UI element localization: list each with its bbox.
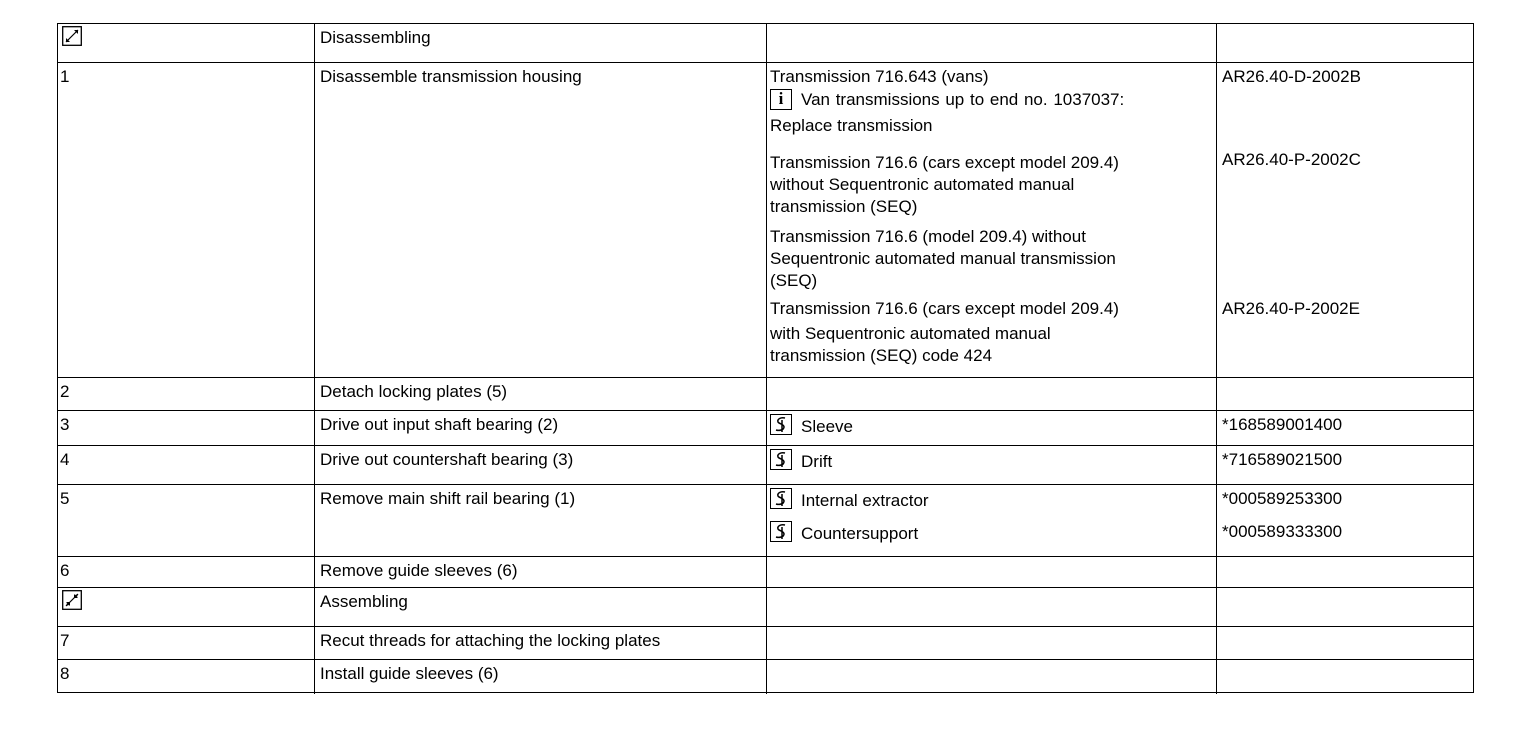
detail-cell	[766, 557, 1216, 587]
entry-line: with Sequentronic automated manual	[770, 324, 1051, 343]
step-number: 6	[60, 561, 70, 580]
step-action: Drive out countershaft bearing (3)	[314, 446, 766, 484]
detail-cell	[766, 588, 1216, 626]
reference-cell	[1216, 411, 1475, 445]
tool-name-drift: Drift	[801, 452, 833, 471]
reference-cell	[1216, 446, 1475, 484]
step-action: Remove guide sleeves (6)	[314, 557, 766, 587]
action-cell	[314, 588, 766, 626]
tool-part-number: *168589001400	[1222, 415, 1343, 434]
transmission-entry-vans: Transmission 716.643 (vans)	[770, 67, 989, 86]
tool-entry	[770, 488, 1212, 510]
special-tool-icon	[770, 414, 792, 435]
step-number: 3	[60, 415, 70, 434]
reference-cell	[1216, 378, 1475, 410]
special-tool-icon	[770, 521, 792, 542]
table-row-step-6	[58, 557, 1473, 588]
table-row-step-3	[58, 411, 1473, 446]
reference-cell	[1216, 627, 1475, 659]
entry-line: transmission (SEQ)	[770, 197, 918, 216]
action-cell	[314, 24, 766, 62]
table-row-step-5	[58, 485, 1473, 557]
reference-cell	[1216, 63, 1475, 377]
table-row-step-8	[58, 660, 1473, 694]
transmission-entry-cars-without-seq	[770, 152, 1212, 218]
tool-name-internal-extractor: Internal extractor	[801, 491, 929, 510]
reference-cell	[1216, 557, 1475, 587]
tool-name-countersupport: Countersupport	[801, 524, 919, 543]
tool-name-sleeve: Sleeve	[801, 417, 853, 436]
table-row-step-4	[58, 446, 1473, 485]
reference-link-AR26.40-P-2002E[interactable]: AR26.40-P-2002E	[1222, 299, 1360, 318]
reference-link-AR26.40-P-2002C[interactable]: AR26.40-P-2002C	[1222, 150, 1361, 169]
detail-cell	[766, 24, 1216, 62]
info-icon: i	[770, 89, 792, 110]
detail-cell	[766, 411, 1216, 445]
info-note-line-1: Van transmissions up to end no. 1037037:	[801, 90, 1125, 109]
reference-cell	[1216, 588, 1475, 626]
table-row-step-2	[58, 378, 1473, 411]
special-tool-icon	[770, 488, 792, 509]
entry-line: transmission (SEQ) code 424	[770, 346, 993, 365]
step-cell	[58, 24, 314, 62]
transmission-entry-cars-with-seq	[770, 298, 1212, 367]
step-action: Disassemble transmission housing	[314, 63, 766, 377]
reference-cell	[1216, 485, 1475, 556]
special-tool-icon	[770, 449, 792, 470]
tool-part-number: *716589021500	[1222, 450, 1343, 469]
detail-cell	[766, 63, 1216, 377]
table-row-step-1	[58, 63, 1473, 378]
info-note	[770, 89, 1212, 111]
step-action: Drive out input shaft bearing (2)	[314, 411, 766, 445]
step-number: 7	[60, 631, 70, 650]
step-number: 2	[60, 382, 70, 401]
step-action: Remove main shift rail bearing (1)	[314, 485, 766, 556]
tool-part-number: *000589333300	[1222, 522, 1343, 541]
step-number: 5	[60, 489, 70, 508]
detail-cell	[766, 446, 1216, 484]
step-number: 4	[60, 450, 70, 469]
table-row-assembling	[58, 588, 1473, 627]
step-number: 1	[60, 67, 70, 86]
entry-line: without Sequentronic automated manual	[770, 175, 1075, 194]
phase-title-assembling: Assembling	[320, 592, 408, 611]
procedure-table	[57, 23, 1474, 693]
assembling-icon	[62, 590, 82, 610]
detail-cell	[766, 627, 1216, 659]
entry-line: Sequentronic automated manual transmission	[770, 249, 1116, 268]
reference-cell	[1216, 660, 1475, 694]
entry-line: (SEQ)	[770, 271, 818, 290]
entry-line: Transmission 716.6 (model 209.4) without	[770, 227, 1086, 246]
tool-entry	[770, 521, 1212, 543]
info-note-line-2: Replace transmission	[770, 116, 933, 135]
detail-cell	[766, 660, 1216, 694]
table-row-step-7	[58, 627, 1473, 660]
step-action: Install guide sleeves (6)	[314, 660, 766, 694]
step-action: Detach locking plates (5)	[314, 378, 766, 410]
step-cell	[58, 588, 314, 626]
disassembling-icon	[62, 26, 82, 46]
reference-link-AR26.40-D-2002B[interactable]: AR26.40-D-2002B	[1222, 67, 1361, 86]
step-action: Recut threads for attaching the locking plates	[314, 627, 766, 659]
table-row-disassembling	[58, 24, 1473, 63]
reference-cell	[1216, 24, 1475, 62]
entry-line: Transmission 716.6 (cars except model 209.4)	[770, 299, 1119, 318]
step-number: 8	[60, 664, 70, 683]
entry-line: Transmission 716.6 (cars except model 209.4)	[770, 153, 1119, 172]
detail-cell	[766, 378, 1216, 410]
detail-cell	[766, 485, 1216, 556]
transmission-entry-209-without-seq	[770, 226, 1212, 292]
phase-title-disassembling: Disassembling	[320, 28, 431, 47]
tool-part-number: *000589253300	[1222, 489, 1343, 508]
